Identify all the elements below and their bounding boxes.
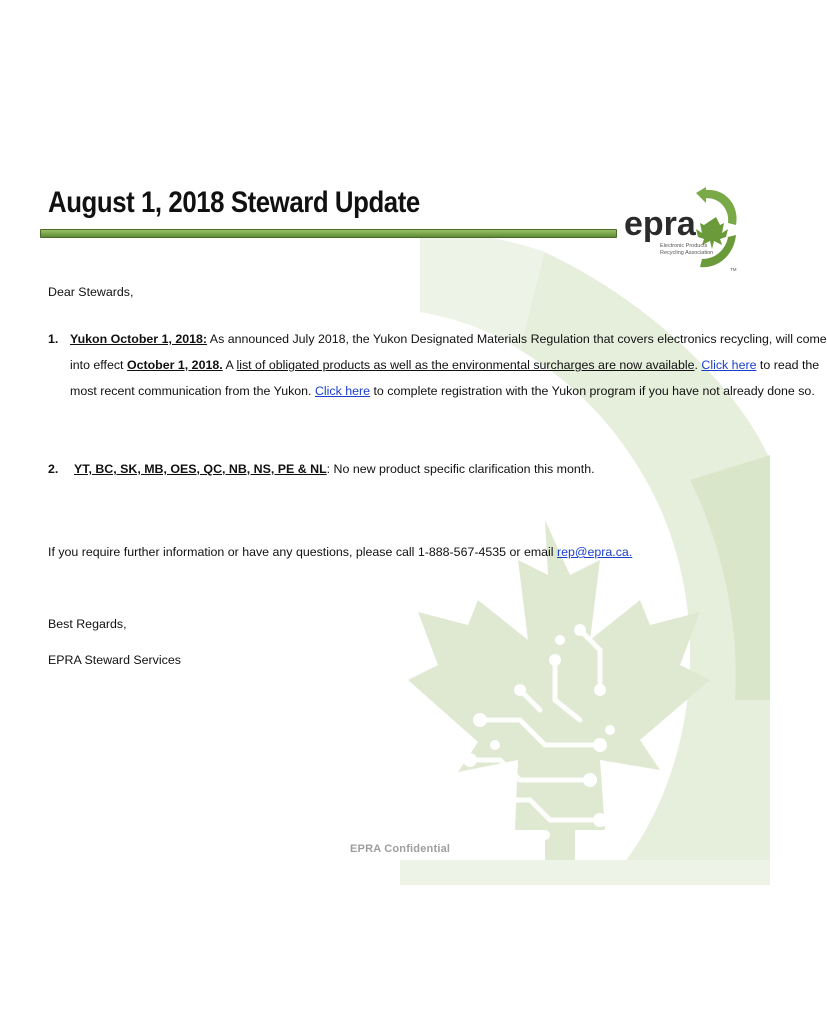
click-here-link-communication[interactable]: Click here [701, 358, 757, 372]
title-underline-rule [40, 229, 617, 238]
item-text: As announced July 2018, the Yukon Designated Materials Regulation that covers electronics recycling, will come [207, 332, 827, 346]
item-heading: YT, BC, SK, MB, OES, QC, NB, NS, PE & NL [74, 462, 327, 476]
logo-tagline-1: Electronic Products [660, 243, 708, 249]
page-title: August 1, 2018 Steward Update [48, 186, 420, 219]
email-link[interactable]: rep@epra.ca. [557, 545, 633, 559]
logo-trademark: TM [730, 267, 737, 272]
item-text: most recent communication from the Yukon. [70, 384, 315, 398]
contact-paragraph [48, 540, 632, 564]
confidential-footer: EPRA Confidential [350, 843, 451, 855]
item-text: to complete registration with the Yukon program if you have not already done so. [370, 384, 815, 398]
signature: EPRA Steward Services [48, 653, 181, 667]
item-text: into effect [70, 358, 127, 372]
list-number: 2. [48, 462, 59, 476]
click-here-link-registration[interactable]: Click here [314, 384, 371, 398]
item-text: : No new product specific clarification this month. [326, 462, 595, 476]
obligated-products-text: list of obligated products as well as the environmental surcharges are now available [236, 358, 695, 372]
contact-text: If you require further information or have any questions, please call 1-888-567-4535 or email [48, 545, 557, 559]
list-item-2 [48, 456, 595, 482]
item-text: A [222, 358, 237, 372]
list-item-1 [48, 326, 827, 404]
item-text: to read the [756, 358, 820, 372]
item-text: . [694, 358, 702, 372]
logo-wordmark: epra [624, 205, 696, 243]
epra-logo [622, 183, 740, 273]
logo-tagline-2: Recycling Association [660, 250, 714, 256]
closing: Best Regards, [48, 617, 127, 631]
list-number: 1. [48, 332, 59, 346]
effective-date: October 1, 2018. [126, 358, 223, 372]
greeting: Dear Stewards, [48, 285, 134, 299]
item-heading: Yukon October 1, 2018: [70, 332, 208, 346]
